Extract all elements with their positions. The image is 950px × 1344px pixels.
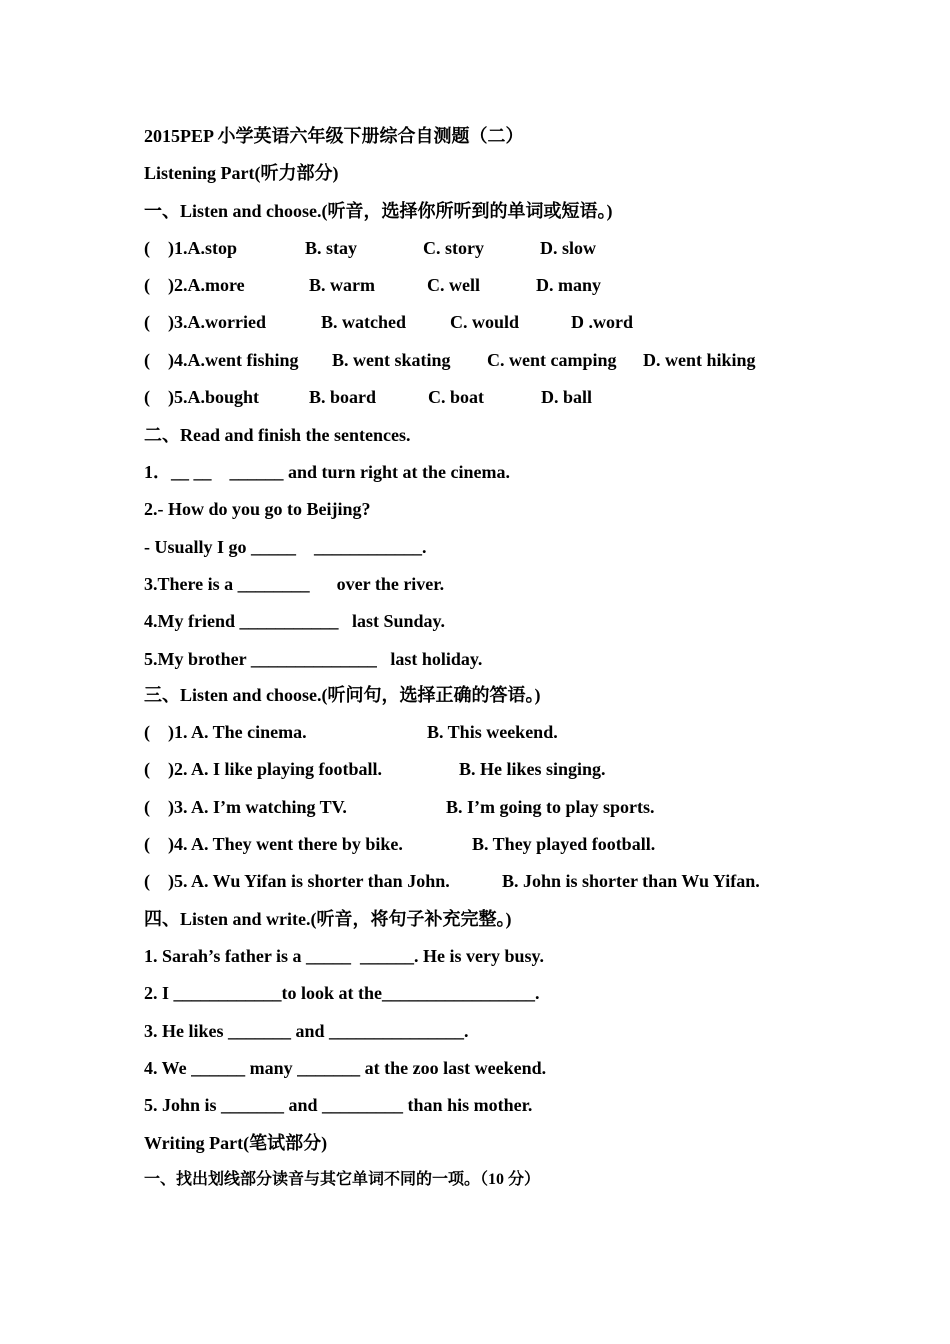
option-d: D. slow xyxy=(540,238,597,258)
option-a: ( )2. A. I like playing football. xyxy=(144,759,383,779)
section2-heading: 二、Read and finish the sentences. xyxy=(144,425,411,445)
sentence-line: 1．__ __ ______ and turn right at the cinema. xyxy=(144,462,510,482)
writing-heading: Writing Part(笔试部分) xyxy=(144,1133,328,1153)
section4-heading: 四、Listen and write.(听音，将句子补充完整。) xyxy=(144,909,512,929)
option-d: D. ball xyxy=(541,387,593,407)
option-a: ( )1.A.stop xyxy=(144,238,237,258)
option-b: B. board xyxy=(309,387,377,407)
sentence-line: 4.My friend ___________ last Sunday. xyxy=(144,611,446,631)
option-a: ( )3.A.worried xyxy=(144,312,266,332)
sentence-line: - Usually I go _____ ____________. xyxy=(144,537,427,557)
document-title: 2015PEP 小学英语六年级下册综合自测题（二） xyxy=(144,126,524,146)
option-a: ( )5. A. Wu Yifan is shorter than John. xyxy=(144,871,450,891)
section3-heading: 三、Listen and choose.(听问句，选择正确的答语。) xyxy=(144,685,541,705)
option-b: B. watched xyxy=(321,312,406,332)
section1-heading: 一、Listen and choose.(听音，选择你所听到的单词或短语。) xyxy=(144,201,613,221)
sentence-line: 2. I ____________to look at the_________________. xyxy=(144,983,540,1003)
option-a: ( )4.A.went fishing xyxy=(144,350,299,370)
writing-section1-heading: 一、找出划线部分读音与其它单词不同的一项。（10 分） xyxy=(144,1171,541,1188)
sentence-line: 3.There is a ________ over the river. xyxy=(144,574,445,594)
option-b: B. went skating xyxy=(332,350,451,370)
option-b: B. John is shorter than Wu Yifan. xyxy=(502,871,760,891)
sentence-line: 5. John is _______ and _________ than his mother. xyxy=(144,1095,533,1115)
option-b: B. They played football. xyxy=(472,834,656,854)
option-c: C. story xyxy=(423,238,484,258)
option-c: C. went camping xyxy=(487,350,617,370)
option-b: B. warm xyxy=(309,275,375,295)
option-a: ( )2.A.more xyxy=(144,275,245,295)
option-b: B. I’m going to play sports. xyxy=(446,797,655,817)
sentence-line: 4. We ______ many _______ at the zoo last weekend. xyxy=(144,1058,547,1078)
option-a: ( )1. A. The cinema. xyxy=(144,722,307,742)
option-d: D. went hiking xyxy=(643,350,756,370)
option-d: D. many xyxy=(536,275,602,295)
option-a: ( )5.A.bought xyxy=(144,387,260,407)
option-b: B. stay xyxy=(305,238,358,258)
option-c: C. well xyxy=(427,275,480,295)
option-c: C. boat xyxy=(428,387,485,407)
option-d: D .word xyxy=(571,312,633,332)
sentence-line: 1. Sarah’s father is a _____ ______. He is very busy. xyxy=(144,946,545,966)
option-c: C. would xyxy=(450,312,520,332)
sentence-line: 3. He likes _______ and _______________. xyxy=(144,1021,469,1041)
option-a: ( )4. A. They went there by bike. xyxy=(144,834,403,854)
option-b: B. This weekend. xyxy=(427,722,558,742)
option-b: B. He likes singing. xyxy=(459,759,606,779)
sentence-line: 5.My brother ______________ last holiday. xyxy=(144,649,483,669)
option-a: ( )3. A. I’m watching TV. xyxy=(144,797,347,817)
listening-heading: Listening Part(听力部分) xyxy=(144,163,339,183)
sentence-line: 2.- How do you go to Beijing? xyxy=(144,499,371,519)
